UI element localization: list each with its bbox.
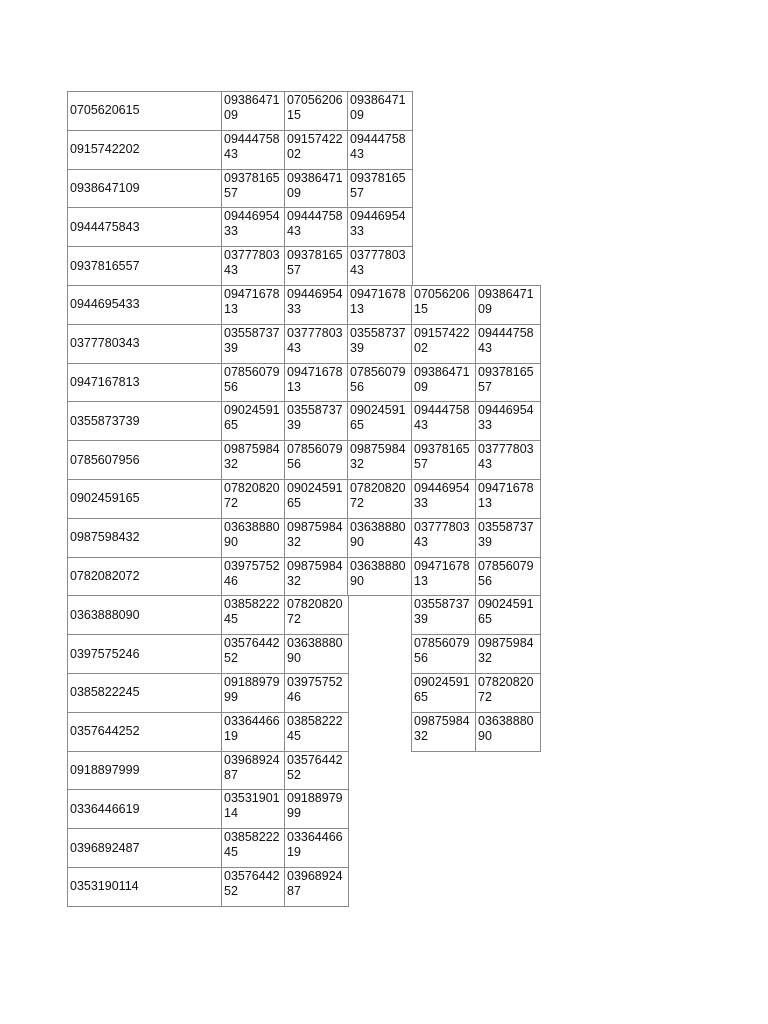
table-cell-d: 03638880 90 <box>347 518 413 558</box>
table-cell-e: 09378165 57 <box>411 440 477 480</box>
table-cell-c: 03975752 46 <box>284 673 349 713</box>
table-cell-b: 03576442 52 <box>221 634 286 674</box>
table-cell-b: 03558737 39 <box>221 324 286 364</box>
table-cell-c: 09471678 13 <box>284 363 349 403</box>
table-cell-f: 07856079 56 <box>475 557 541 597</box>
table-cell-d: 09444758 43 <box>347 130 413 170</box>
table-cell-a: 0396892487 <box>67 828 223 868</box>
table-cell-b: 09471678 13 <box>221 285 286 325</box>
table-cell-f: 03638880 90 <box>475 712 541 752</box>
table-cell-e: 09444758 43 <box>411 401 477 441</box>
table-cell-a: 0363888090 <box>67 595 223 635</box>
table-cell-b: 03975752 46 <box>221 557 286 597</box>
table-cell-a: 0915742202 <box>67 130 223 170</box>
table-cell-f: 09386471 09 <box>475 285 541 325</box>
table-cell-b: 07856079 56 <box>221 363 286 403</box>
table-cell-c: 09378165 57 <box>284 246 349 286</box>
table-cell-d: 09024591 65 <box>347 401 413 441</box>
table-cell-e: 09386471 09 <box>411 363 477 403</box>
table-cell-d: 09875984 32 <box>347 440 413 480</box>
table-cell-d: 07820820 72 <box>347 479 413 519</box>
table-cell-f: 03777803 43 <box>475 440 541 480</box>
table-cell-f: 09378165 57 <box>475 363 541 403</box>
table-cell-c: 09024591 65 <box>284 479 349 519</box>
table-cell-a: 0938647109 <box>67 169 223 209</box>
table-cell-d: 03558737 39 <box>347 324 413 364</box>
table-cell-c: 09188979 99 <box>284 789 349 829</box>
table-cell-e: 03558737 39 <box>411 595 477 635</box>
table-cell-b: 09024591 65 <box>221 401 286 441</box>
table-cell-e: 07856079 56 <box>411 634 477 674</box>
table-cell-e: 03777803 43 <box>411 518 477 558</box>
table-cell-e: 09446954 33 <box>411 479 477 519</box>
table-cell-b: 09386471 09 <box>221 91 286 131</box>
table-cell-d: 03638880 90 <box>347 557 413 597</box>
table-cell-b: 09446954 33 <box>221 207 286 247</box>
table-cell-c: 03638880 90 <box>284 634 349 674</box>
table-cell-a: 0937816557 <box>67 246 223 286</box>
table-cell-f: 03558737 39 <box>475 518 541 558</box>
table-cell-b: 03777803 43 <box>221 246 286 286</box>
table-cell-b: 03638880 90 <box>221 518 286 558</box>
table-cell-c: 09386471 09 <box>284 169 349 209</box>
table-cell-a: 0944695433 <box>67 285 223 325</box>
table-cell-d: 07856079 56 <box>347 363 413 403</box>
table-cell-e: 07056206 15 <box>411 285 477 325</box>
table-cell-a: 0385822245 <box>67 673 223 713</box>
table-cell-f: 09875984 32 <box>475 634 541 674</box>
table-cell-b: 03364466 19 <box>221 712 286 752</box>
table-cell-b: 07820820 72 <box>221 479 286 519</box>
table-cell-e: 09875984 32 <box>411 712 477 752</box>
table-cell-b: 03531901 14 <box>221 789 286 829</box>
table-cell-f: 09471678 13 <box>475 479 541 519</box>
table-cell-b: 03858222 45 <box>221 595 286 635</box>
table-cell-a: 0987598432 <box>67 518 223 558</box>
table-cell-c: 09446954 33 <box>284 285 349 325</box>
table-cell-c: 09875984 32 <box>284 518 349 558</box>
table-cell-b: 03576442 52 <box>221 867 286 907</box>
table-cell-b: 09444758 43 <box>221 130 286 170</box>
table-cell-a: 0918897999 <box>67 751 223 791</box>
table-cell-d: 09386471 09 <box>347 91 413 131</box>
table-cell-d: 09378165 57 <box>347 169 413 209</box>
table-cell-a: 0336446619 <box>67 789 223 829</box>
table-cell-a: 0785607956 <box>67 440 223 480</box>
table-cell-b: 09875984 32 <box>221 440 286 480</box>
table-cell-c: 03364466 19 <box>284 828 349 868</box>
table-cell-f: 09444758 43 <box>475 324 541 364</box>
table-cell-c: 09875984 32 <box>284 557 349 597</box>
table-cell-a: 0353190114 <box>67 867 223 907</box>
table-cell-a: 0705620615 <box>67 91 223 131</box>
table-cell-e: 09024591 65 <box>411 673 477 713</box>
table-cell-d: 09471678 13 <box>347 285 413 325</box>
table-cell-f: 09446954 33 <box>475 401 541 441</box>
table-cell-c: 03858222 45 <box>284 712 349 752</box>
table-cell-c: 03777803 43 <box>284 324 349 364</box>
table-cell-c: 03558737 39 <box>284 401 349 441</box>
table-cell-a: 0947167813 <box>67 363 223 403</box>
table-cell-a: 0397575246 <box>67 634 223 674</box>
table-cell-a: 0782082072 <box>67 557 223 597</box>
table-cell-c: 03576442 52 <box>284 751 349 791</box>
table-cell-c: 07856079 56 <box>284 440 349 480</box>
table-cell-d: 09446954 33 <box>347 207 413 247</box>
table-cell-a: 0357644252 <box>67 712 223 752</box>
table-cell-a: 0355873739 <box>67 401 223 441</box>
table-cell-c: 07820820 72 <box>284 595 349 635</box>
table-cell-c: 03968924 87 <box>284 867 349 907</box>
table-cell-c: 09157422 02 <box>284 130 349 170</box>
table-cell-c: 07056206 15 <box>284 91 349 131</box>
table-cell-f: 07820820 72 <box>475 673 541 713</box>
table-cell-b: 03858222 45 <box>221 828 286 868</box>
table-cell-f: 09024591 65 <box>475 595 541 635</box>
table-cell-a: 0902459165 <box>67 479 223 519</box>
table-cell-a: 0944475843 <box>67 207 223 247</box>
table-cell-c: 09444758 43 <box>284 207 349 247</box>
table-cell-b: 09188979 99 <box>221 673 286 713</box>
table-cell-b: 09378165 57 <box>221 169 286 209</box>
table-cell-d: 03777803 43 <box>347 246 413 286</box>
table-cell-b: 03968924 87 <box>221 751 286 791</box>
table-cell-a: 0377780343 <box>67 324 223 364</box>
table-cell-e: 09157422 02 <box>411 324 477 364</box>
table-cell-e: 09471678 13 <box>411 557 477 597</box>
